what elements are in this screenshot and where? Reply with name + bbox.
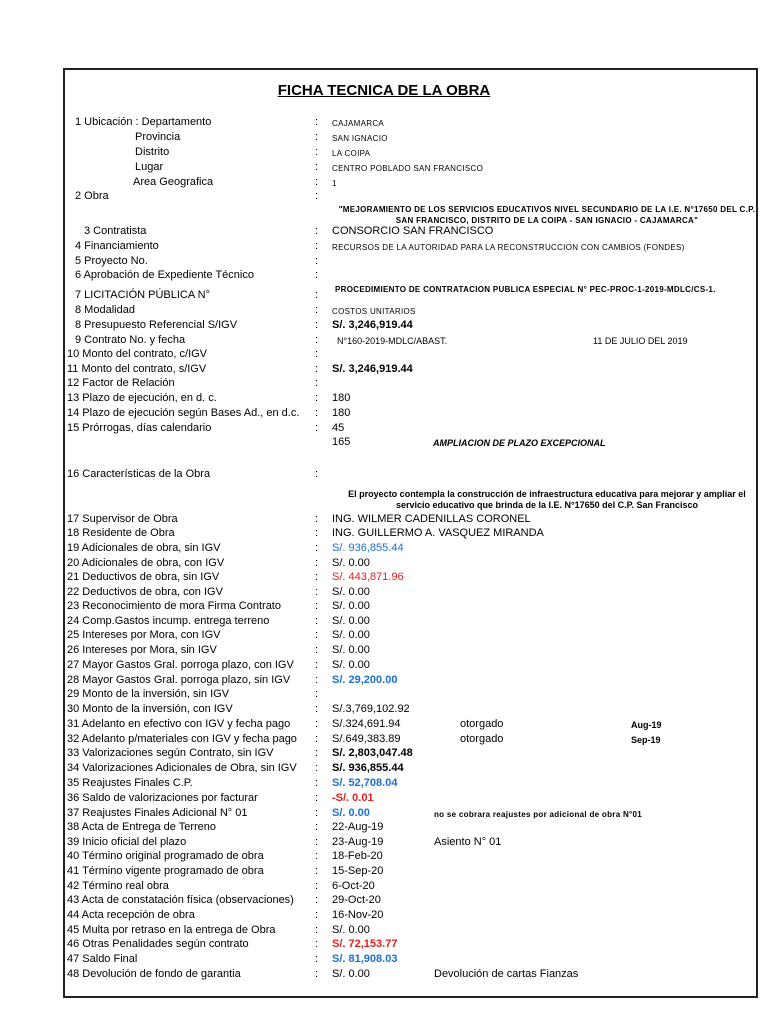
- field-colon: :: [315, 190, 319, 202]
- field-value: S/. 0.00: [332, 600, 370, 612]
- field-label: 19 Adicionales de obra, sin IGV: [67, 542, 221, 554]
- field-value: S/. 443,871.96: [332, 571, 404, 583]
- field-label: Lugar: [135, 161, 164, 173]
- field-colon: :: [315, 225, 319, 237]
- field-colon: :: [315, 289, 319, 301]
- field-label: 24 Comp.Gastos incump. entrega terreno: [67, 615, 270, 627]
- field-label: 9 Contrato No. y fecha: [75, 334, 186, 346]
- field-value: N°160-2019-MDLC/ABAST.: [337, 336, 448, 346]
- field-label: 14 Plazo de ejecución según Bases Ad., en d.c.: [67, 407, 300, 419]
- field-value: S/. 0.00: [332, 659, 370, 671]
- field-value: ING. WILMER CADENILLAS CORONEL: [332, 513, 531, 525]
- field-note: AMPLIACION DE PLAZO EXCEPCIONAL: [433, 438, 606, 448]
- field-label: 10 Monto del contrato, c/IGV: [67, 348, 208, 360]
- field-label: 3 Contratista: [84, 225, 147, 237]
- field-label: 17 Supervisor de Obra: [67, 513, 178, 525]
- field-label: 22 Deductivos de obra, con IGV: [67, 586, 223, 598]
- field-value: LA COIPA: [332, 149, 371, 158]
- field-colon: :: [315, 747, 319, 759]
- field-value: S/. 81,908.03: [332, 953, 398, 965]
- field-colon: :: [315, 468, 319, 480]
- field-colon: :: [315, 407, 319, 419]
- field-colon: :: [315, 762, 319, 774]
- field-label: 2 Obra: [75, 190, 109, 202]
- field-colon: :: [315, 733, 319, 745]
- field-colon: :: [315, 334, 319, 346]
- field-value: S/. 3,246,919.44: [332, 363, 413, 375]
- field-label: 6 Aprobación de Expediente Técnico: [75, 269, 254, 281]
- field-value: S/.649,383.89: [332, 733, 401, 745]
- field-colon: :: [315, 894, 319, 906]
- field-label: 8 Presupuesto Referencial S/IGV: [75, 319, 238, 331]
- field-value: S/. 3,246,919.44: [332, 319, 413, 331]
- field-colon: :: [315, 571, 319, 583]
- field-value: S/. 2,803,047.48: [332, 747, 413, 759]
- field-colon: :: [315, 255, 319, 267]
- field-value: S/. 0.00: [332, 557, 370, 569]
- field-label: 46 Otras Penalidades según contrato: [67, 938, 249, 950]
- field-colon: :: [315, 703, 319, 715]
- field-value: SAN IGNACIO: [332, 134, 388, 143]
- field-label: 26 Intereses por Mora, sin IGV: [67, 644, 217, 656]
- field-value: 16-Nov-20: [332, 909, 384, 921]
- field-value: -S/. 0.01: [332, 792, 374, 804]
- field-label: 33 Valorizaciones según Contrato, sin IGV: [67, 747, 274, 759]
- field-label: 13 Plazo de ejecución, en d. c.: [67, 392, 217, 404]
- field-label: 1 Ubicación : Departamento: [75, 116, 212, 128]
- field-colon: :: [315, 924, 319, 936]
- field-note: Devolución de cartas Fianzas: [434, 968, 579, 980]
- field-colon: :: [315, 718, 319, 730]
- field-value: RECURSOS DE LA AUTORIDAD PARA LA RECONSTRUCCION CON CAMBIOS (FONDES): [332, 243, 685, 252]
- field-value: S/. 0.00: [332, 629, 370, 641]
- field-label: 35 Reajustes Finales C.P.: [67, 777, 193, 789]
- field-label: 21 Deductivos de obra, sin IGV: [67, 571, 220, 583]
- field-date: Aug-19: [631, 720, 662, 730]
- field-label: 15 Prórrogas, días calendario: [67, 422, 212, 434]
- field-colon: :: [315, 938, 319, 950]
- field-label: Distrito: [135, 146, 170, 158]
- field-label: 38 Acta de Entrega de Terreno: [67, 821, 217, 833]
- field-colon: :: [315, 527, 319, 539]
- field-value: 6-Oct-20: [332, 880, 375, 892]
- field-note: otorgado: [460, 718, 504, 730]
- field-label: 32 Adelanto p/materiales con IGV y fecha pago: [67, 733, 297, 745]
- field-value: S/. 936,855.44: [332, 762, 404, 774]
- field-colon: :: [315, 348, 319, 360]
- field-colon: :: [315, 240, 319, 252]
- field-value: S/. 52,708.04: [332, 777, 398, 789]
- field-colon: :: [315, 269, 319, 281]
- field-value: S/. 936,855.44: [332, 542, 404, 554]
- field-colon: :: [315, 392, 319, 404]
- field-value: COSTOS UNITARIOS: [332, 307, 416, 316]
- field-colon: :: [315, 304, 319, 316]
- field-colon: :: [315, 161, 319, 173]
- field-value: CENTRO POBLADO SAN FRANCISCO: [332, 164, 484, 173]
- field-label: 4 Financiamiento: [75, 240, 159, 252]
- field-label: 29 Monto de la inversión, sin IGV: [67, 688, 230, 700]
- field-note: otorgado: [460, 733, 504, 745]
- field-value: S/. 29,200.00: [332, 674, 398, 686]
- field-colon: :: [315, 377, 319, 389]
- field-label: 40 Término original programado de obra: [67, 850, 264, 862]
- field-colon: :: [315, 319, 319, 331]
- field-colon: :: [315, 953, 319, 965]
- field-colon: :: [315, 116, 319, 128]
- field-label: 41 Término vigente programado de obra: [67, 865, 264, 877]
- field-colon: :: [315, 363, 319, 375]
- field-colon: :: [315, 600, 319, 612]
- field-colon: :: [315, 792, 319, 804]
- field-value: 23-Aug-19: [332, 836, 384, 848]
- field-value: S/.324,691.94: [332, 718, 401, 730]
- field-label: 12 Factor de Relación: [67, 377, 175, 389]
- field-note: 11 DE JULIO DEL 2019: [593, 336, 688, 346]
- field-note: no se cobrara reajustes por adicional de obra N°01: [434, 810, 643, 819]
- field-label: 5 Proyecto No.: [75, 255, 148, 267]
- field-value: 22-Aug-19: [332, 821, 384, 833]
- field-label: 36 Saldo de valorizaciones por facturar: [67, 792, 258, 804]
- field-colon: :: [315, 909, 319, 921]
- field-value-paragraph: El proyecto contempla la construcción de infraestructura educativa para mejorar y ampliar el servicio educativo que brinda de la I.E. N°17650 del C.P. San Francisco: [348, 489, 746, 510]
- field-colon: :: [315, 777, 319, 789]
- field-label: 25 Intereses por Mora, con IGV: [67, 629, 221, 641]
- field-value: S/. 0.00: [332, 586, 370, 598]
- field-colon: :: [315, 586, 319, 598]
- field-colon: :: [315, 542, 319, 554]
- field-value: S/. 0.00: [332, 924, 370, 936]
- field-label: 18 Residente de Obra: [67, 527, 175, 539]
- field-value: 180: [332, 392, 351, 404]
- field-label: 43 Acta de constatación física (observaciones): [67, 894, 294, 906]
- field-value: CAJAMARCA: [332, 119, 385, 128]
- field-colon: :: [315, 865, 319, 877]
- field-date: Sep-19: [631, 735, 661, 745]
- field-value: 29-Oct-20: [332, 894, 381, 906]
- field-value: 165: [332, 436, 351, 448]
- field-value: S/. 0.00: [332, 807, 370, 819]
- field-colon: :: [315, 821, 319, 833]
- field-label: 31 Adelanto en efectivo con IGV y fecha pago: [67, 718, 291, 730]
- field-label: 20 Adicionales de obra, con IGV: [67, 557, 225, 569]
- field-label: 42 Término real obra: [67, 880, 169, 892]
- field-colon: :: [315, 131, 319, 143]
- field-colon: :: [315, 674, 319, 686]
- field-value: 18-Feb-20: [332, 850, 383, 862]
- field-colon: :: [315, 629, 319, 641]
- field-value: S/.3,769,102.92: [332, 703, 410, 715]
- field-value: S/. 0.00: [332, 644, 370, 656]
- field-colon: :: [315, 644, 319, 656]
- field-value: 1: [332, 179, 337, 188]
- field-label: 30 Monto de la inversión, con IGV: [67, 703, 233, 715]
- field-value: ING. GUILLERMO A. VASQUEZ MIRANDA: [332, 527, 544, 539]
- field-label: 39 Inicio oficial del plazo: [67, 836, 187, 848]
- field-colon: :: [315, 176, 319, 188]
- field-label: 37 Reajustes Finales Adicional N° 01: [67, 807, 248, 819]
- field-label: Area Geografica: [133, 176, 214, 188]
- field-value: 45: [332, 422, 345, 434]
- field-label: 11 Monto del contrato, s/IGV: [67, 363, 207, 375]
- field-colon: :: [315, 146, 319, 158]
- field-colon: :: [315, 659, 319, 671]
- field-value: CONSORCIO SAN FRANCISCO: [332, 225, 494, 237]
- field-label: 16 Características de la Obra: [67, 468, 211, 480]
- document-title: FICHA TECNICA DE LA OBRA: [277, 82, 491, 99]
- field-colon: :: [315, 557, 319, 569]
- field-colon: :: [315, 836, 319, 848]
- field-colon: :: [315, 968, 319, 980]
- field-label: 34 Valorizaciones Adicionales de Obra, sin IGV: [67, 762, 297, 774]
- field-value-paragraph: "MEJORAMIENTO DE LOS SERVICIOS EDUCATIVOS NIVEL SECUNDARIO DE LA I.E. N°17650 DEL C.P. SAN FRANCISCO, DISTRITO DE LA COIPA - SAN IGNACIO - CAJAMARCA": [338, 205, 756, 225]
- field-colon: :: [315, 615, 319, 627]
- field-label: 28 Mayor Gastos Gral. porroga plazo, sin IGV: [67, 674, 291, 686]
- field-value: 15-Sep-20: [332, 865, 384, 877]
- field-value: PROCEDIMIENTO DE CONTRATACION PUBLICA ESPECIAL N° PEC-PROC-1-2019-MDLC/CS-1.: [335, 285, 716, 294]
- field-label: 47 Saldo Final: [67, 953, 138, 965]
- field-colon: :: [315, 422, 319, 434]
- field-value: S/. 0.00: [332, 615, 370, 627]
- field-note: Asiento N° 01: [434, 836, 502, 848]
- field-value: S/. 72,153.77: [332, 938, 398, 950]
- field-label: 27 Mayor Gastos Gral. porroga plazo, con IGV: [67, 659, 294, 671]
- field-label: 48 Devolución de fondo de garantia: [67, 968, 241, 980]
- field-label: 8 Modalidad: [75, 304, 135, 316]
- field-value: 180: [332, 407, 351, 419]
- field-label: 23 Reconocimiento de mora Firma Contrato: [67, 600, 281, 612]
- field-label: Provincia: [135, 131, 181, 143]
- field-label: 44 Acta recepción de obra: [67, 909, 195, 921]
- field-value: S/. 0.00: [332, 968, 370, 980]
- field-label: 7 LICITACIÓN PÚBLICA N°: [75, 289, 211, 301]
- field-colon: :: [315, 807, 319, 819]
- field-colon: :: [315, 880, 319, 892]
- field-colon: :: [315, 513, 319, 525]
- field-label: 45 Multa por retraso en la entrega de Obra: [67, 924, 276, 936]
- field-colon: :: [315, 850, 319, 862]
- field-colon: :: [315, 688, 319, 700]
